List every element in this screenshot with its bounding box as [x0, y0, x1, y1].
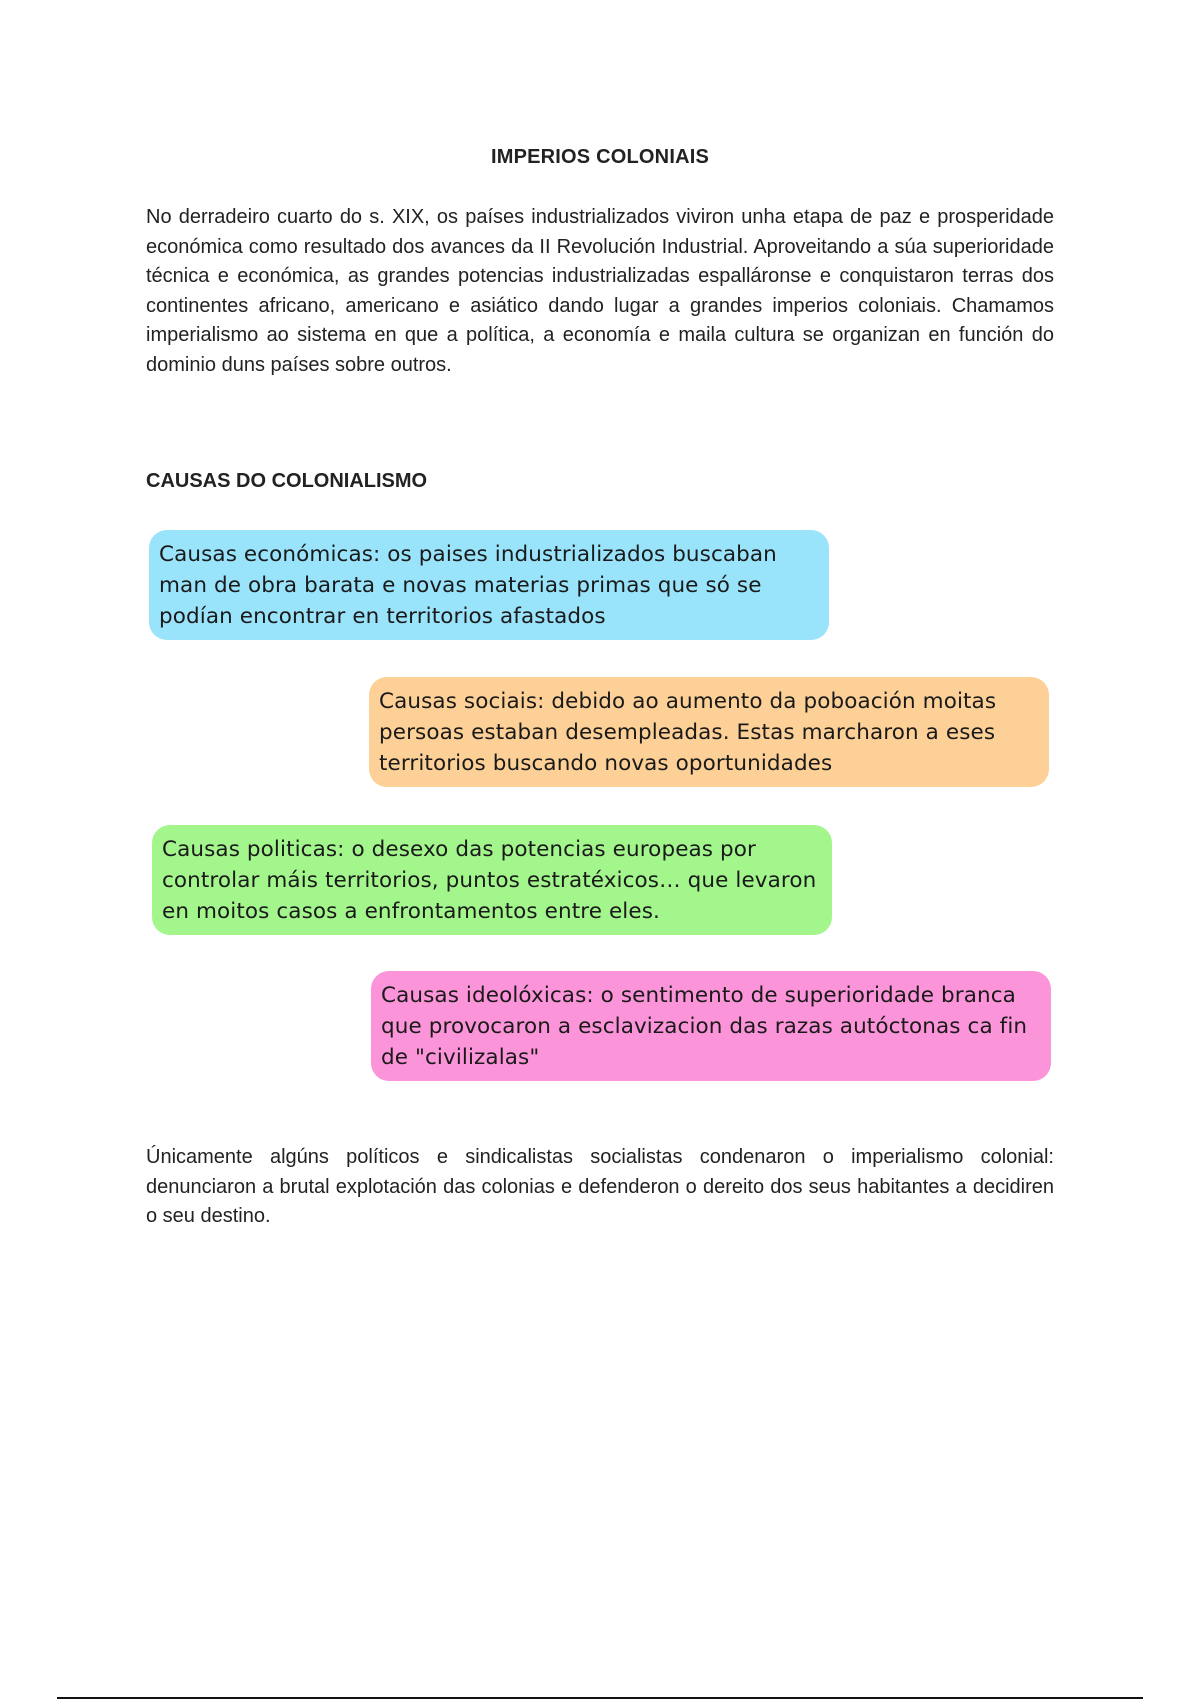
footer-rule [57, 1697, 1143, 1699]
intro-paragraph: No derradeiro cuarto do s. XIX, os países industrializados viviron unha etapa de paz e prosperidade económica como resultado dos avances da II Revolución Industrial. Aproveitando a súa superioridade técnica e económica, as grandes potencias industrializadas espalláronse e conquistaron terras dos continentes africano, americano e asiático dando lugar a grandes imperios coloniais. Chamamos imperialismo ao sistema en que a política, a economía e maila cultura se organizan en función do dominio duns países sobre outros. [146, 206, 1054, 376]
cause-box-social: Causas sociais: debido ao aumento da poboación moitas persoas estaban desempleadas. Estas marcharon a eses territorios buscando novas oportunidades [369, 677, 1049, 787]
conclusion-paragraph: Únicamente algúns políticos e sindicalistas socialistas condenaron o imperialismo colonial: denunciaron a brutal explotación das colonias e defenderon o dereito dos seus habitantes a decidiren o seu destino. [146, 1146, 1054, 1227]
page-title: IMPERIOS COLONIAIS [490, 146, 710, 168]
cause-box-political: Causas politicas: o desexo das potencias europeas por controlar máis territorios, puntos estratéxicos… que levaron en moitos casos a enfrontamentos entre eles. [152, 825, 832, 935]
cause-box-economic: Causas económicas: os paises industrializados buscaban man de obra barata e novas materias primas que só se podían encontrar en territorios afastados [149, 530, 829, 640]
cause-box-ideological: Causas ideolóxicas: o sentimento de superioridade branca que provocaron a esclavizacion das razas autóctonas ca fin de "civilizalas" [371, 971, 1051, 1081]
section-heading: CAUSAS DO COLONIALISMO [146, 470, 428, 492]
